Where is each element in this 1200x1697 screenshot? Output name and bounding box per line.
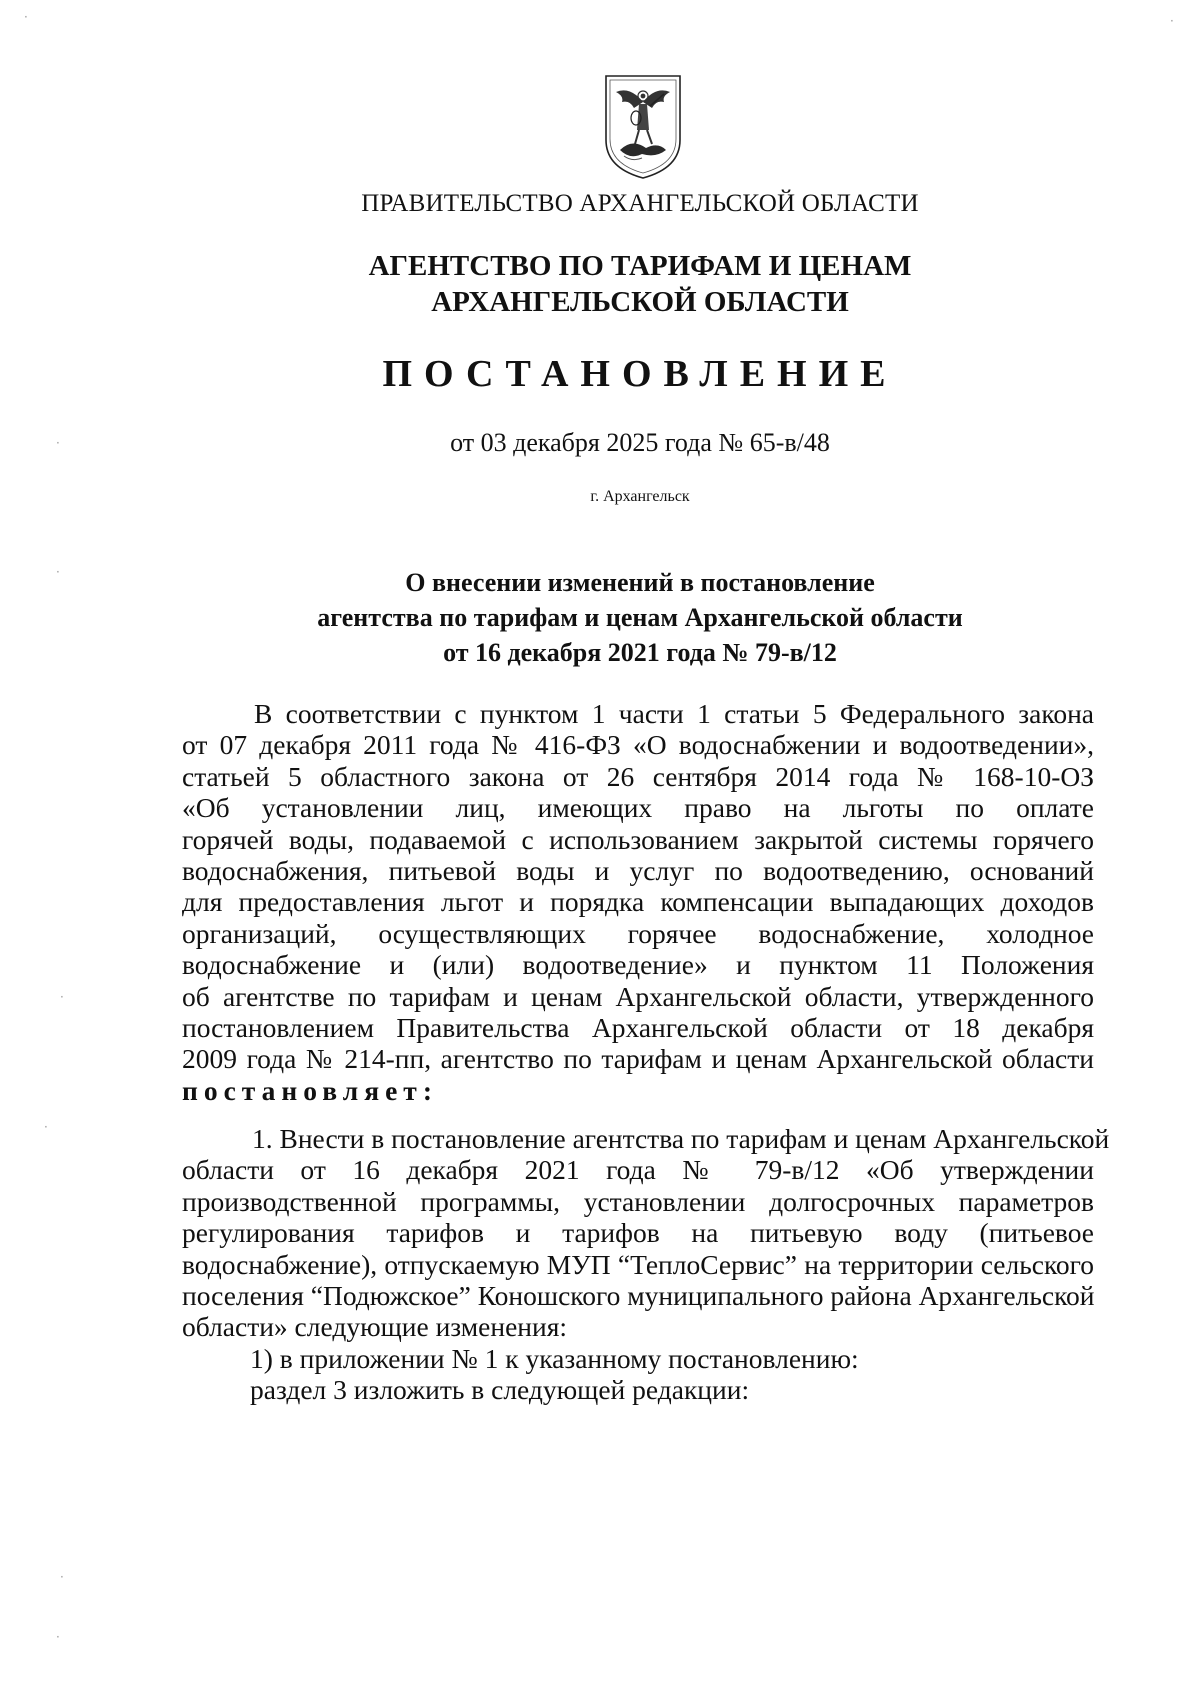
subject-line-3: от 16 декабря 2021 года № 79-в/12 bbox=[443, 638, 837, 667]
item-line: регулирования тарифов и тарифов на питьевую воду (питьевое bbox=[182, 1217, 1094, 1249]
government-name: ПРАВИТЕЛЬСТВО АРХАНГЕЛЬСКОЙ ОБЛАСТИ bbox=[361, 190, 919, 217]
decree-city: г. Архангельск bbox=[590, 488, 690, 505]
item-line: водоснабжение), отпускаемую МУП “ТеплоСервис” на территории сельского bbox=[182, 1248, 1094, 1280]
scan-speck: · bbox=[56, 1630, 60, 1644]
scan-speck: · bbox=[56, 436, 60, 450]
agency-name-line-1: АГЕНТСТВО ПО ТАРИФАМ И ЦЕНАМ bbox=[368, 250, 912, 282]
scan-speck: · bbox=[56, 565, 60, 579]
preamble-line: постановлением Правительства Архангельской области от 18 декабря bbox=[182, 1011, 1094, 1043]
preamble-line: организаций, осуществляющих горячее водоснабжение, холодное bbox=[182, 917, 1094, 949]
preamble-line: от 07 декабря 2011 года № 416-ФЗ «О водоснабжении и водоотведении», bbox=[182, 729, 1094, 761]
decree-date-number: от 03 декабря 2025 года № 65-в/48 bbox=[450, 428, 830, 457]
item-line: области от 16 декабря 2021 года № 79-в/12 «Об утверждении bbox=[182, 1154, 1094, 1186]
preamble-line: горячей воды, подаваемой с использованием закрытой системы горячего bbox=[182, 823, 1094, 855]
coat-of-arms-emblem bbox=[602, 72, 684, 182]
preamble-line: водоснабжение и (или) водоотведение» и пунктом 11 Положения bbox=[182, 949, 1094, 981]
preamble-line: об агентстве по тарифам и ценам Архангельской области, утвержденного bbox=[182, 980, 1094, 1012]
item-line: поселения “Подюжское” Коношского муниципального района Архангельской bbox=[182, 1279, 1095, 1311]
preamble-line: водоснабжения, питьевой воды и услуг по водоотведению, оснований bbox=[182, 854, 1094, 886]
agency-name-line-2: АРХАНГЕЛЬСКОЙ ОБЛАСТИ bbox=[431, 286, 849, 318]
subject-line-1: О внесении изменений в постановление bbox=[405, 568, 875, 597]
decides-word: постановляет: bbox=[182, 1074, 438, 1106]
item-line: области» следующие изменения: bbox=[182, 1311, 568, 1343]
document-type-title: ПОСТАНОВЛЕНИЕ bbox=[382, 353, 898, 395]
item-line: 1. Внести в постановление агентства по тарифам и ценам Архангельской bbox=[252, 1123, 1110, 1154]
scan-speck: · bbox=[60, 1570, 64, 1584]
item-1-paragraph bbox=[182, 1123, 1110, 1406]
preamble-line: для предоставления льгот и порядка компенсации выпадающих доходов bbox=[182, 886, 1094, 918]
scan-speck: · bbox=[44, 1120, 48, 1134]
preamble-line: В соответствии с пунктом 1 части 1 статьи 5 Федерального закона bbox=[254, 698, 1094, 729]
scan-speck: · bbox=[24, 10, 28, 24]
scan-speck: · bbox=[60, 990, 64, 1004]
scan-speck: · bbox=[1170, 14, 1174, 28]
preamble-paragraph bbox=[182, 698, 1094, 1106]
sub-item-1: 1) в приложении № 1 к указанному постановлению: bbox=[250, 1342, 859, 1374]
sub-item-1-text: раздел 3 изложить в следующей редакции: bbox=[250, 1374, 750, 1406]
preamble-line: «Об установлении лиц, имеющих право на льготы по оплате bbox=[182, 792, 1094, 824]
item-line: производственной программы, установлении долгосрочных параметров bbox=[182, 1185, 1094, 1217]
subject-line-2: агентства по тарифам и ценам Архангельской области bbox=[317, 603, 963, 632]
preamble-line: 2009 года № 214-пп, агентство по тарифам и ценам Архангельской области bbox=[182, 1043, 1094, 1075]
preamble-line: статьей 5 областного закона от 26 сентября 2014 года № 168-10-ОЗ bbox=[182, 760, 1094, 792]
